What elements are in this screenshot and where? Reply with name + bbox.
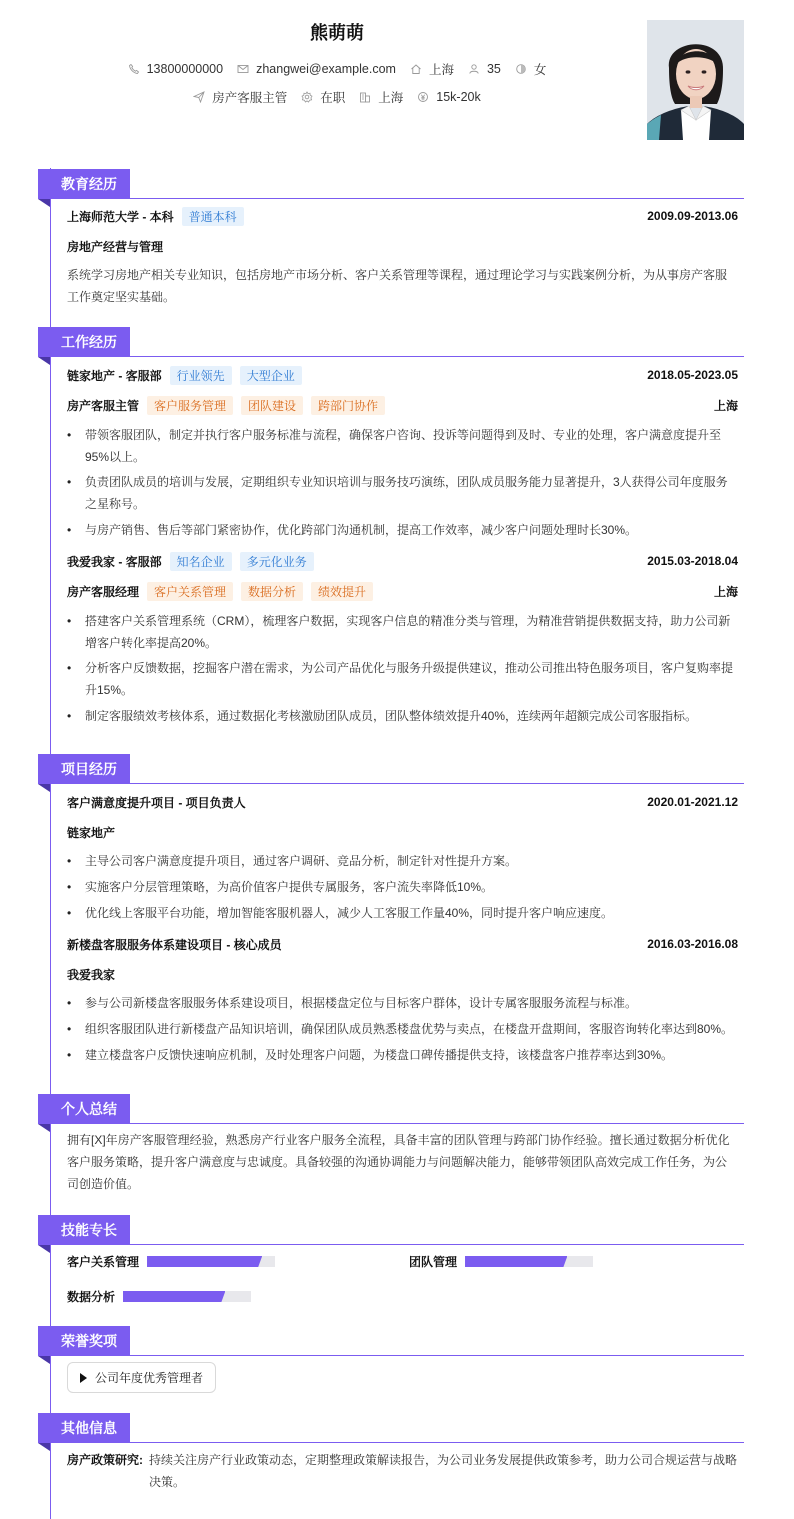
skill-tag: 客户服务管理 [147,396,233,415]
email-text: zhangwei@example.com [256,62,396,76]
work-bullet: • 制定客服绩效考核体系，通过数据化考核激励团队成员，团队整体绩效提升40%，连续两年超额完成公司客服指标。 [67,705,738,727]
work-company: 链家地产 - 客服部 [67,368,162,383]
skill-bar [465,1256,593,1267]
section-skills-header [38,1215,744,1245]
section-work-header [38,327,744,357]
work-bullet: • 分析客户反馈数据，挖掘客户潜在需求，为公司产品优化与服务升级提供建议，推动公司推出特色服务项目，客户复购率提升15%。 [67,657,738,701]
project-org-row [67,964,738,984]
project-bullet: • 优化线上客服平台功能，增加智能客服机器人，减少人工客服工作量40%，同时提升客户响应速度。 [67,902,738,924]
age-item [468,62,501,76]
section-project-header [38,754,744,784]
city-item [359,88,403,106]
other-text: 持续关注房产行业政策动态，定期整理政策解读报告，为公司业务发展提供政策参考，助力公司合规运营与战略决策。 [149,1453,738,1489]
skill-bar-fill [147,1256,262,1267]
project-period: 2016.03-2016.08 [647,937,738,951]
position-item [193,88,287,106]
project-name: 客户满意度提升项目 - 项目负责人 [67,795,246,810]
company-tag: 大型企业 [240,366,302,385]
skill-bar-fill [465,1256,567,1267]
section-divider [38,1244,744,1245]
award-item [67,1362,216,1393]
project-bullet: • 建立楼盘客户反馈快速响应机制，及时处理客户问题，为楼盘口碑传播提供支持，该楼盘客户推荐率达到30%。 [67,1044,738,1066]
position-text: 房产客服主管 [212,91,288,105]
gender-icon [515,63,527,75]
phone-item [128,62,223,76]
project-bullet: • 实施客户分层管理策略，为高价值客户提供专属服务，客户流失率降低10%。 [67,876,738,898]
company-tag: 知名企业 [170,552,232,571]
phone-icon [128,63,140,75]
other-info-row [67,1449,738,1493]
skill-name: 数据分析 [67,1290,116,1304]
education-major-row [67,236,738,256]
building-icon [359,91,371,103]
timeline-line [50,168,51,1519]
skill-tag: 团队建设 [241,396,303,415]
status-item [301,88,345,106]
project-org: 链家地产 [67,825,116,840]
gender-text: 女 [533,63,547,77]
work-bullet: • 与房产销售、售后等部门紧密协作，优化跨部门沟通机制，提高工作效率，减少客户问题处理时长30%。 [67,519,738,541]
work-company: 我爱我家 - 客服部 [67,554,162,569]
ribbon-fold [38,1443,50,1451]
project-period: 2020.01-2021.12 [647,795,738,809]
skill-bar-fill [123,1291,225,1302]
work-period: 2018.05-2023.05 [647,368,738,382]
work-bullet: • 搭建客户关系管理系统（CRM），梳理客户数据，实现客户信息的精准分类与管理，为精准营销提供数据支持，助力公司新增客户转化率提高20%。 [67,610,738,654]
send-icon [193,91,205,103]
work-company-row [67,365,738,385]
education-major: 房地产经营与管理 [67,239,164,254]
work-city: 上海 [713,398,738,413]
profile-photo [647,20,744,140]
summary-text: 拥有[X]年房产客服管理经验，熟悉房产行业客户服务全流程，具备丰富的团队管理与跨部门协作经验。擅长通过数据分析优化客户服务策略，提升客户满意度与忠诚度。具备较强的沟通协调能力与问题解决能力，能够带领团队高效完成工作任务，为公司创造价值。 [67,1133,730,1191]
award-text: 公司年度优秀管理者 [95,1371,204,1385]
project-bullet: • 主导公司客户满意度提升项目，通过客户调研、竞品分析，制定针对性提升方案。 [67,850,738,872]
candidate-name: 熊萌萌 [310,23,364,43]
work-city: 上海 [713,584,738,599]
coin-icon [417,91,429,103]
location-item [410,60,454,78]
education-description: 系统学习房地产相关专业知识，包括房地产市场分析、客户关系管理等课程，通过理论学习与实践案例分析，为从事房产客服工作奠定坚实基础。 [67,268,728,304]
ribbon-fold [38,1356,50,1364]
project-bullet: • 参与公司新楼盘客服服务体系建设项目，根据楼盘定位与目标客户群体，设计专属客服服务流程与标准。 [67,992,738,1014]
skill-tag: 数据分析 [241,582,303,601]
work-bullet: • 带领客服团队，制定并执行客户服务标准与流程，确保客户咨询、投诉等问题得到及时、专业的处理，客户满意度提升至95%以上。 [67,424,738,468]
section-summary-header [38,1094,744,1124]
section-divider [38,783,744,784]
skill-item [67,1288,251,1305]
section-education-title: 教育经历 [38,169,130,199]
resume-header [0,0,794,150]
phone-text: 13800000000 [146,62,224,76]
section-divider [38,356,744,357]
company-tag: 行业领先 [170,366,232,385]
ribbon-fold [38,199,50,207]
contact-row [0,60,674,78]
skill-tag: 客户关系管理 [147,582,233,601]
mail-icon [237,63,249,75]
skill-name: 团队管理 [409,1255,458,1269]
location-text: 上海 [428,63,454,77]
person-icon [468,63,480,75]
project-row [67,792,738,812]
skill-bar [147,1256,275,1267]
email-item [237,62,396,76]
work-period: 2015.03-2018.04 [647,554,738,568]
education-school: 上海师范大学 - 本科 [67,209,174,224]
salary-text: 15k-20k [436,90,481,104]
city-text: 上海 [378,91,404,105]
section-education-header [38,169,744,199]
project-bullet: • 组织客服团队进行新楼盘产品知识培训，确保团队成员熟悉楼盘优势与卖点，在楼盘开盘期间，客服咨询转化率达到80%。 [67,1018,738,1040]
project-row [67,934,738,954]
ribbon-fold [38,1124,50,1132]
education-period: 2009.09-2013.06 [647,209,738,223]
company-tag: 多元化业务 [240,552,314,571]
skill-tag: 绩效提升 [311,582,373,601]
work-title-row [67,395,738,415]
ribbon-fold [38,784,50,792]
work-title: 房产客服经理 [67,584,140,599]
gear-icon [301,91,313,103]
section-divider [38,1442,744,1443]
section-divider [38,198,744,199]
section-other-title: 其他信息 [38,1413,130,1443]
section-skills-title: 技能专长 [38,1215,130,1245]
project-org-row [67,822,738,842]
work-title: 房产客服主管 [67,398,140,413]
section-other-header [38,1413,744,1443]
skill-tag: 跨部门协作 [311,396,385,415]
other-label: 房产政策研究: [67,1453,143,1467]
work-title-row [67,581,738,601]
work-bullet: • 负责团队成员的培训与发展，定期组织专业知识培训与服务技巧演练，团队成员服务能力显著提升，3人获得公司年度服务之星称号。 [67,471,738,515]
skill-item [409,1253,593,1270]
job-intent-row [0,88,674,106]
section-project-title: 项目经历 [38,754,130,784]
gender-item [515,60,547,78]
skill-name: 客户关系管理 [67,1255,140,1269]
section-divider [38,1123,744,1124]
section-work-title: 工作经历 [38,327,130,357]
project-name: 新楼盘客服服务体系建设项目 - 核心成员 [67,937,282,952]
ribbon-fold [38,357,50,365]
section-awards-title: 荣誉奖项 [38,1326,130,1356]
status-text: 在职 [320,91,346,105]
ribbon-fold [38,1245,50,1253]
education-row [67,206,738,226]
play-icon [80,1373,87,1383]
age-text: 35 [486,62,501,76]
home-icon [410,63,422,75]
section-summary-title: 个人总结 [38,1094,130,1124]
education-tag: 普通本科 [182,207,244,226]
section-divider [38,1355,744,1356]
skill-bar [123,1291,251,1302]
salary-item [417,90,480,104]
project-org: 我爱我家 [67,967,116,982]
work-company-row [67,551,738,571]
skill-item [67,1253,275,1270]
section-awards-header [38,1326,744,1356]
